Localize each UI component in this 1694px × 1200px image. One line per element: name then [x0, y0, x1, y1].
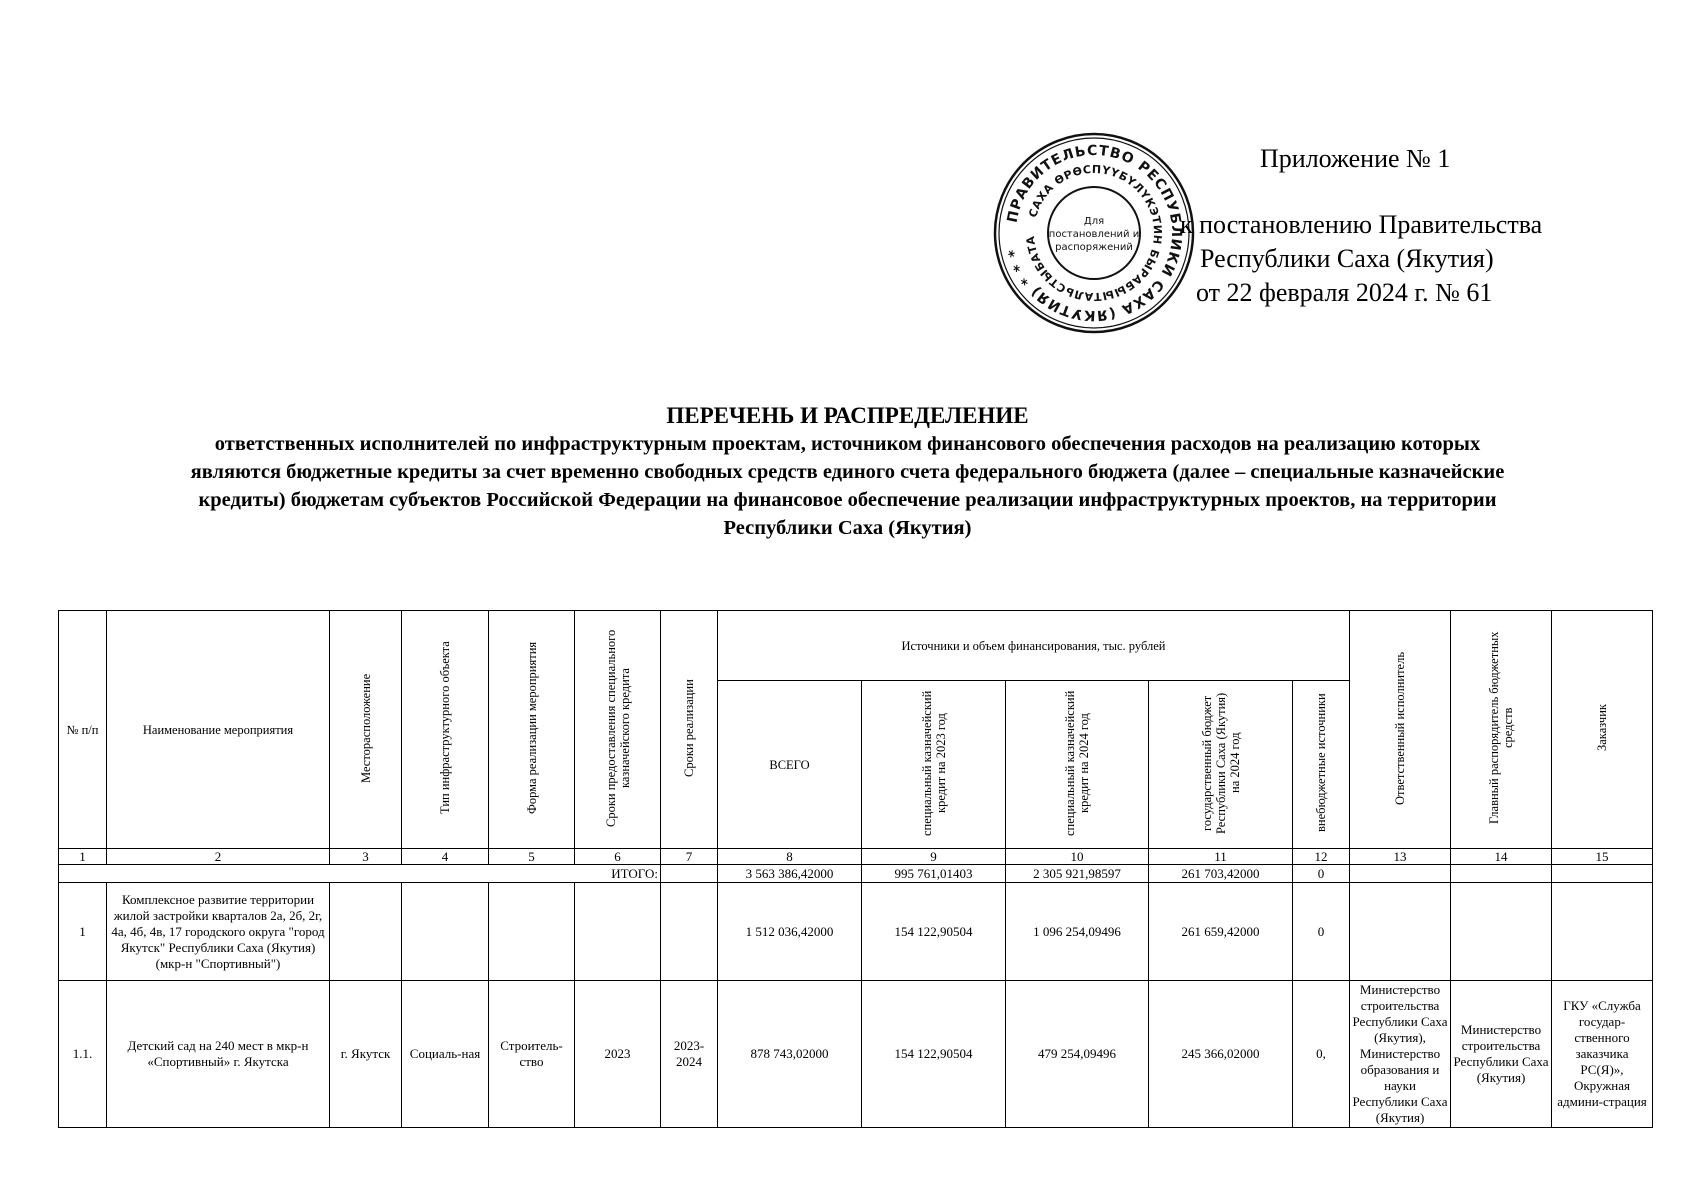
- row-type: [402, 883, 489, 981]
- header-manager-text: Главный распорядитель бюджетных средств: [1487, 631, 1515, 825]
- total-extra-budget: 0: [1293, 865, 1350, 883]
- row-num: 1.1.: [59, 981, 107, 1128]
- total-empty: [1350, 865, 1451, 883]
- row-manager: [1451, 883, 1552, 981]
- title-heading: ПЕРЕЧЕНЬ И РАСПРЕДЕЛЕНИЕ: [666, 403, 1029, 428]
- header-executor: [1350, 611, 1451, 849]
- row-location: [330, 883, 402, 981]
- row-num: 1: [59, 883, 107, 981]
- row-terms: [661, 883, 718, 981]
- header-extra-budget: [1293, 681, 1350, 849]
- header-terms: [661, 611, 718, 849]
- column-number: 5: [489, 849, 575, 865]
- header-type: [402, 611, 489, 849]
- row-name: Комплексное развитие территории жилой застройки кварталов 2а, 2б, 2г, 4а, 4б, 4в, 17 городского округа "город Якутск" Республики Саха (Якутия) (мкр-н "Спортивный"): [107, 883, 330, 981]
- column-number: 6: [575, 849, 661, 865]
- header-num: № п/п: [59, 611, 107, 849]
- header-credit-2024-text: специальный казначейский кредит на 2024 год: [1063, 690, 1091, 836]
- column-number: 10: [1006, 849, 1149, 865]
- row-terms: 2023-2024: [661, 981, 718, 1128]
- total-empty: [661, 865, 718, 883]
- row-credit-2024: 479 254,09496: [1006, 981, 1149, 1128]
- total-credit-2023: 995 761,01403: [862, 865, 1006, 883]
- row-state-budget: 261 659,42000: [1149, 883, 1293, 981]
- column-number: 14: [1451, 849, 1552, 865]
- title-line: ответственных исполнителей по инфраструктурным проектам, источником финансового обеспечения расходов на реализацию которых: [214, 433, 1481, 455]
- svg-text:распоряжений: распоряжений: [1055, 242, 1133, 253]
- row-executor: Министерство строительства Республики Саха (Якутия), Министерство образования и науки Республики Саха (Якутия): [1350, 981, 1451, 1128]
- svg-text:САХА ӨРӨСПҮҮБҮЛҮКЭТИН БЫРАБЫЫТ: САХА ӨРӨСПҮҮБҮЛҮКЭТИН БЫРАБЫЫТАЛЬСТЫБАТА: [1023, 162, 1165, 304]
- column-number: 2: [107, 849, 330, 865]
- total-credit-2024: 2 305 921,98597: [1006, 865, 1149, 883]
- header-customer: [1552, 611, 1653, 849]
- total-empty: [1451, 865, 1552, 883]
- projects-table: [58, 610, 1653, 1128]
- total-row: [59, 865, 1653, 883]
- official-stamp: [993, 132, 1195, 334]
- header-form: [489, 611, 575, 849]
- header-extra-budget-text: внебюджетные источники: [1314, 693, 1328, 833]
- table-row: [59, 883, 1653, 981]
- header-credit-terms: [575, 611, 661, 849]
- appendix-republic: Республики Саха (Якутия): [1200, 244, 1494, 273]
- column-number: 3: [330, 849, 402, 865]
- row-extra-budget: 0,: [1293, 981, 1350, 1128]
- header-state-budget-text: государственный бюджет Республики Саха (Якутия) на 2024 год: [1199, 692, 1242, 834]
- header-state-budget: [1149, 681, 1293, 849]
- svg-text:постановлений и: постановлений и: [1048, 229, 1140, 240]
- row-extra-budget: 0: [1293, 883, 1350, 981]
- header-type-text: Тип инфраструктурного объекта: [438, 641, 452, 815]
- row-customer: ГКУ «Служба государ-ственного заказчика РС(Я)», Окружная админи-страция: [1552, 981, 1653, 1128]
- document-title: [60, 402, 1635, 542]
- row-type: Социаль-ная: [402, 981, 489, 1128]
- total-empty: [1552, 865, 1653, 883]
- row-total: 1 512 036,42000: [718, 883, 862, 981]
- header-location: [330, 611, 402, 849]
- total-sum: 3 563 386,42000: [718, 865, 862, 883]
- header-credit-2023: [862, 681, 1006, 849]
- row-customer: [1552, 883, 1653, 981]
- row-form: [489, 883, 575, 981]
- column-number: 12: [1293, 849, 1350, 865]
- title-line: являются бюджетные кредиты за счет временно свободных средств единого счета федерального бюджета (далее – специальные казначейские: [190, 461, 1505, 483]
- column-number: 9: [862, 849, 1006, 865]
- header-executor-text: Ответственный исполнитель: [1393, 651, 1407, 805]
- header-terms-text: Сроки реализации: [682, 679, 696, 777]
- row-credit-2024: 1 096 254,09496: [1006, 883, 1149, 981]
- total-state-budget: 261 703,42000: [1149, 865, 1293, 883]
- column-numbers-row: [59, 849, 1653, 865]
- row-location: г. Якутск: [330, 981, 402, 1128]
- column-number: 13: [1350, 849, 1451, 865]
- header-customer-text: Заказчик: [1595, 704, 1609, 752]
- column-number: 8: [718, 849, 862, 865]
- header-location-text: Месторасположение: [358, 673, 373, 783]
- row-state-budget: 245 366,02000: [1149, 981, 1293, 1128]
- row-total: 878 743,02000: [718, 981, 862, 1128]
- svg-text:Для: Для: [1083, 216, 1105, 227]
- row-form: Строитель-ство: [489, 981, 575, 1128]
- appendix-decree: к постановлению Правительства: [1180, 210, 1543, 239]
- row-name: Детский сад на 240 мест в мкр-н «Спортивный» г. Якутска: [107, 981, 330, 1128]
- column-number: 11: [1149, 849, 1293, 865]
- header-manager: [1451, 611, 1552, 849]
- title-line: кредиты) бюджетам субъектов Российской Федерации на финансовое обеспечение реализации инфраструктурных проектов, на территории: [198, 489, 1497, 511]
- row-credit-terms: [575, 883, 661, 981]
- header-form-text: Форма реализации мероприятия: [524, 641, 539, 815]
- column-number: 4: [402, 849, 489, 865]
- row-credit-2023: 154 122,90504: [862, 883, 1006, 981]
- appendix-number: Приложение № 1: [1260, 144, 1451, 173]
- row-manager: Министерство строительства Республики Саха (Якутия): [1451, 981, 1552, 1128]
- row-executor: [1350, 883, 1451, 981]
- header-credit-terms-text: Сроки предоставления специального казначейского кредита: [603, 629, 632, 827]
- table-row: [59, 981, 1653, 1128]
- svg-text:ПРАВИТЕЛЬСТВО РЕСПУБЛИКИ САХА: ПРАВИТЕЛЬСТВО РЕСПУБЛИКИ САХА (ЯКУТИЯ) * * *: [1004, 142, 1185, 324]
- column-number: 7: [661, 849, 718, 865]
- header-credit-2023-text: специальный казначейский кредит на 2023 год: [919, 690, 948, 836]
- header-total: ВСЕГО: [718, 681, 862, 849]
- header-name: Наименование мероприятия: [107, 611, 330, 849]
- row-credit-terms: 2023: [575, 981, 661, 1128]
- header-credit-2024: [1006, 681, 1149, 849]
- title-line: Республики Саха (Якутия): [723, 517, 972, 539]
- total-label: ИТОГО:: [59, 865, 661, 883]
- header-funding-group: Источники и объем финансирования, тыс. рублей: [718, 611, 1350, 681]
- appendix-date: от 22 февраля 2024 г. № 61: [1196, 278, 1493, 307]
- column-number: 1: [59, 849, 107, 865]
- column-number: 15: [1552, 849, 1653, 865]
- row-credit-2023: 154 122,90504: [862, 981, 1006, 1128]
